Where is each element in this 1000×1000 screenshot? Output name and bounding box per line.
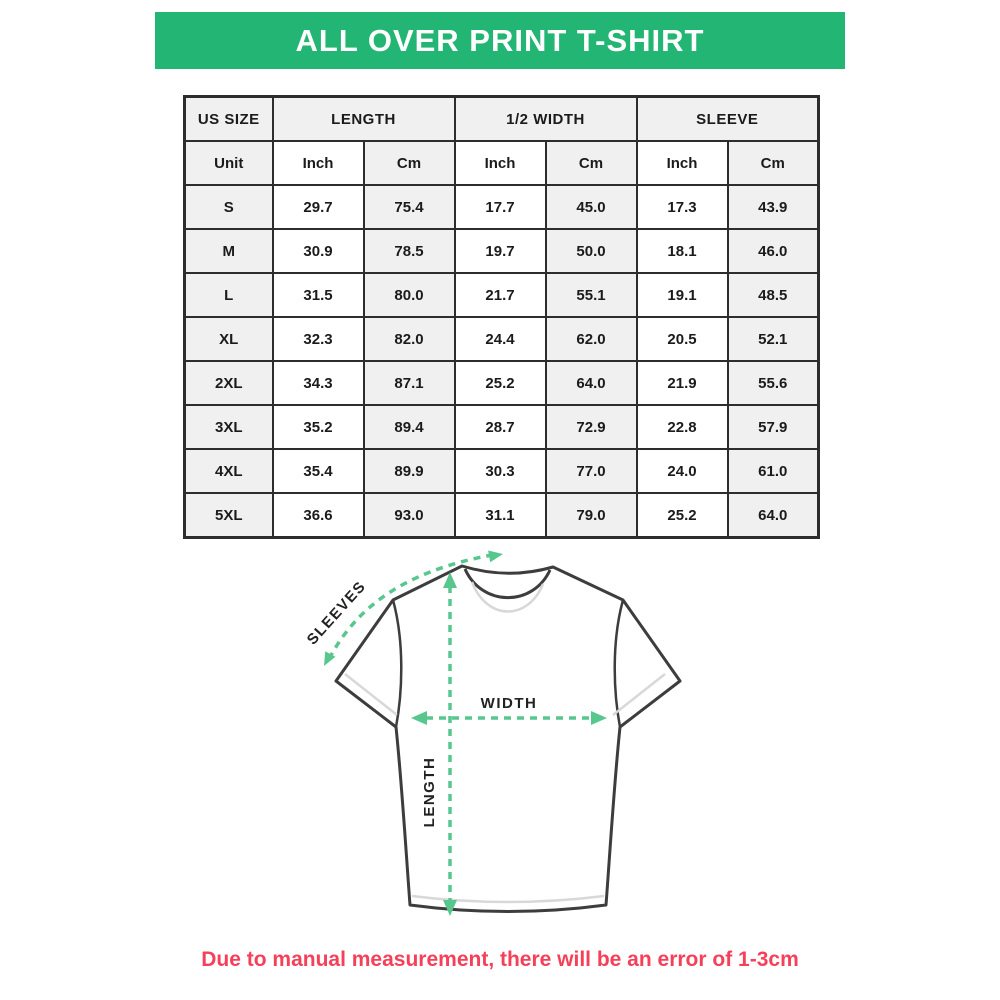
length-label: LENGTH	[421, 756, 438, 828]
inch-value-cell: 29.7	[273, 185, 364, 229]
size-cell: 3XL	[185, 405, 273, 449]
inch-value-cell: 22.8	[637, 405, 728, 449]
cm-value-cell: 75.4	[364, 185, 455, 229]
unit-header-row	[185, 141, 819, 185]
inch-value-cell: 31.1	[455, 493, 546, 538]
cm-value-cell: 55.1	[546, 273, 637, 317]
width-label: WIDTH	[480, 695, 538, 712]
inch-value-cell: 31.5	[273, 273, 364, 317]
table-row	[185, 449, 819, 493]
size-table-body	[185, 185, 819, 538]
cm-value-cell: 64.0	[728, 493, 819, 538]
cm-value-cell: 46.0	[728, 229, 819, 273]
cm-value-cell: 82.0	[364, 317, 455, 361]
size-cell: XL	[185, 317, 273, 361]
cm-value-cell: 87.1	[364, 361, 455, 405]
inch-value-cell: 17.3	[637, 185, 728, 229]
inch-value-cell: 21.9	[637, 361, 728, 405]
cm-value-cell: 93.0	[364, 493, 455, 538]
unit-cm-cell: Cm	[364, 141, 455, 185]
inch-value-cell: 19.1	[637, 273, 728, 317]
table-row	[185, 405, 819, 449]
inch-value-cell: 17.7	[455, 185, 546, 229]
page-title: ALL OVER PRINT T-SHIRT	[295, 22, 705, 58]
inch-value-cell: 35.4	[273, 449, 364, 493]
size-cell: S	[185, 185, 273, 229]
size-cell: 4XL	[185, 449, 273, 493]
cm-value-cell: 89.4	[364, 405, 455, 449]
size-cell: L	[185, 273, 273, 317]
inch-value-cell: 25.2	[455, 361, 546, 405]
unit-cm-cell: Cm	[728, 141, 819, 185]
col-group-us-size: US SIZE	[185, 97, 273, 142]
inch-value-cell: 25.2	[637, 493, 728, 538]
cm-value-cell: 80.0	[364, 273, 455, 317]
cm-value-cell: 72.9	[546, 405, 637, 449]
inch-value-cell: 18.1	[637, 229, 728, 273]
inch-value-cell: 28.7	[455, 405, 546, 449]
size-cell: M	[185, 229, 273, 273]
inch-value-cell: 36.6	[273, 493, 364, 538]
unit-inch-cell: Inch	[637, 141, 728, 185]
unit-cm-cell: Cm	[546, 141, 637, 185]
unit-inch-cell: Inch	[455, 141, 546, 185]
cm-value-cell: 77.0	[546, 449, 637, 493]
group-header-row	[185, 97, 819, 142]
inch-value-cell: 20.5	[637, 317, 728, 361]
table-row	[185, 317, 819, 361]
inch-value-cell: 21.7	[455, 273, 546, 317]
size-cell: 2XL	[185, 361, 273, 405]
table-row	[185, 493, 819, 538]
inch-value-cell: 30.3	[455, 449, 546, 493]
cm-value-cell: 57.9	[728, 405, 819, 449]
cm-value-cell: 50.0	[546, 229, 637, 273]
unit-header-cell: Unit	[185, 141, 273, 185]
cm-value-cell: 45.0	[546, 185, 637, 229]
cm-value-cell: 43.9	[728, 185, 819, 229]
inch-value-cell: 24.4	[455, 317, 546, 361]
inch-value-cell: 30.9	[273, 229, 364, 273]
col-group-length: LENGTH	[273, 97, 455, 142]
sleeves-label: SLEEVES	[303, 577, 370, 649]
measurement-disclaimer: Due to manual measurement, there will be an error of 1-3cm	[201, 948, 799, 971]
size-cell: 5XL	[185, 493, 273, 538]
table-row	[185, 185, 819, 229]
inch-value-cell: 34.3	[273, 361, 364, 405]
cm-value-cell: 55.6	[728, 361, 819, 405]
size-chart-table	[183, 95, 820, 539]
cm-value-cell: 48.5	[728, 273, 819, 317]
cm-value-cell: 62.0	[546, 317, 637, 361]
cm-value-cell: 64.0	[546, 361, 637, 405]
tshirt-measurement-diagram	[300, 540, 710, 942]
unit-inch-cell: Inch	[273, 141, 364, 185]
cm-value-cell: 61.0	[728, 449, 819, 493]
inch-value-cell: 19.7	[455, 229, 546, 273]
tshirt-outline	[336, 566, 680, 912]
cm-value-cell: 78.5	[364, 229, 455, 273]
cm-value-cell: 52.1	[728, 317, 819, 361]
col-group-sleeve: SLEEVE	[637, 97, 819, 142]
cm-value-cell: 79.0	[546, 493, 637, 538]
table-row	[185, 361, 819, 405]
inch-value-cell: 32.3	[273, 317, 364, 361]
title-bar	[155, 12, 845, 69]
table-row	[185, 273, 819, 317]
col-group-half-width: 1/2 WIDTH	[455, 97, 637, 142]
inch-value-cell: 24.0	[637, 449, 728, 493]
inch-value-cell: 35.2	[273, 405, 364, 449]
table-row	[185, 229, 819, 273]
cm-value-cell: 89.9	[364, 449, 455, 493]
